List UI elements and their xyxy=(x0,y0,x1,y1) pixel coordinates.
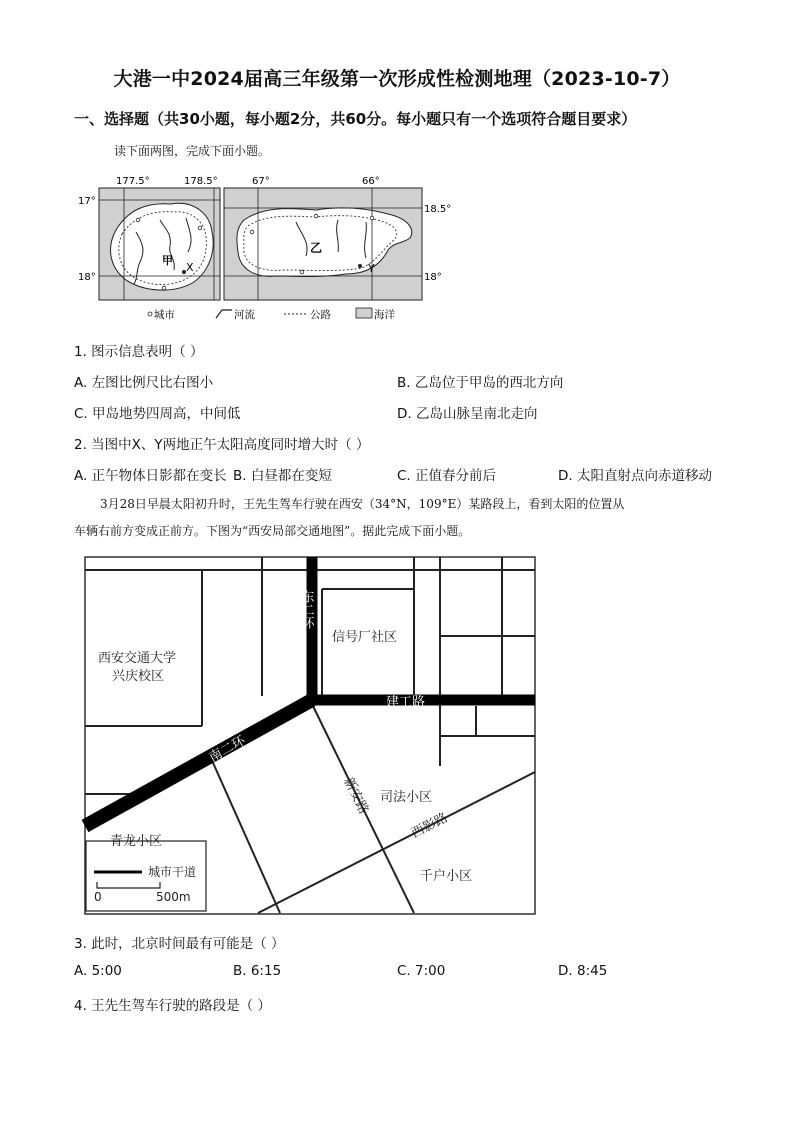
east-ring-char-1: 东二环 xyxy=(298,590,314,629)
xinan-road-label: 新安路 xyxy=(340,775,371,817)
legend-road-label: 公路 xyxy=(310,309,331,321)
jiangong-road-label: 建工路 xyxy=(386,695,426,710)
left-island-map xyxy=(78,176,220,300)
legend-arterial-label: 城市干道 xyxy=(148,865,197,879)
xinhao-community-label: 信号厂社区 xyxy=(332,630,398,645)
xjtu-label: 西安交通大学 xyxy=(98,651,177,666)
page-title: 大港一中2024届高三年级第一次形成性检测地理（2023-10-7） xyxy=(113,68,681,90)
south-ring-road-label: 南二环 xyxy=(206,733,249,766)
question-2-stem: 2. 当图中X、Y两地正午太阳高度同时增大时（ ） xyxy=(74,437,370,453)
question-4-stem: 4. 王先生驾车行驶的路段是（ ） xyxy=(74,998,271,1014)
section-heading: 一、选择题（共30小题，每小题2分，共60分。每小题只有一个选项符合题目要求） xyxy=(74,110,637,128)
question-2-option-c[interactable]: C. 正值春分前后 xyxy=(397,468,497,484)
right-lat-label-bottom: 18° xyxy=(424,272,442,283)
qinglong-community-label: 青龙小区 xyxy=(110,834,163,849)
question-3-option-c[interactable]: C. 7:00 xyxy=(397,963,446,979)
point-x-label: X xyxy=(186,261,194,274)
legend-river-label: 河流 xyxy=(234,309,255,321)
legend-ocean-label: 海洋 xyxy=(374,309,395,321)
question-1-option-c[interactable]: C. 甲岛地势四周高，中间低 xyxy=(74,406,241,422)
left-lat-label-bottom: 18° xyxy=(78,272,96,283)
left-lon-label-2: 178.5° xyxy=(184,176,218,187)
question-1-option-d[interactable]: D. 乙岛山脉呈南北走向 xyxy=(397,406,538,422)
question-2-option-d[interactable]: D. 太阳直射点向赤道移动 xyxy=(558,468,712,484)
xjtu-campus-label: 兴庆校区 xyxy=(112,669,165,684)
question-3-option-a[interactable]: A. 5:00 xyxy=(74,963,122,979)
question-2-option-a[interactable]: A. 正午物体日影都在变长 xyxy=(74,468,227,484)
left-lon-label-1: 177.5° xyxy=(116,176,150,187)
left-lat-label-top: 17° xyxy=(78,196,96,207)
xiying-road-label: 西影路 xyxy=(409,810,451,842)
question-1-stem: 1. 图示信息表明（ ） xyxy=(74,344,204,360)
question-3-option-d[interactable]: D. 8:45 xyxy=(558,963,608,979)
river-symbol xyxy=(216,310,232,318)
scale-length-label: 500m xyxy=(156,890,191,904)
island-map-legend xyxy=(148,308,395,321)
question-3-option-b[interactable]: B. 6:15 xyxy=(233,963,282,979)
intro-text-2-line-1: 3月28日早晨太阳初升时，王先生驾车行驶在西安（34°N，109°E）某路段上，看到太阳的位置从 xyxy=(100,497,625,511)
intro-text-2-line-2: 车辆右前方变成正前方。下图为“西安局部交通地图”。据此完成下面小题。 xyxy=(74,524,471,538)
city-symbol xyxy=(148,312,152,316)
question-1-option-a[interactable]: A. 左图比例尺比右图小 xyxy=(74,375,214,391)
island-yi-label: 乙 xyxy=(310,241,323,255)
xian-traffic-map xyxy=(84,556,536,915)
right-island-map xyxy=(224,176,451,300)
island-maps-figure xyxy=(76,170,452,326)
point-y-label: Y xyxy=(368,262,375,275)
right-lat-label-top: 18.5° xyxy=(424,204,452,215)
intro-text-1: 读下面两图，完成下面小题。 xyxy=(114,144,271,158)
question-2-option-b[interactable]: B. 白昼都在变短 xyxy=(233,468,332,484)
island-jia-label: 甲 xyxy=(162,254,173,267)
right-lon-label-2: 66° xyxy=(362,176,380,187)
sifa-community-label: 司法小区 xyxy=(380,790,433,805)
question-1-option-b[interactable]: B. 乙岛位于甲岛的西北方向 xyxy=(397,375,564,391)
road-labels-light xyxy=(299,590,315,629)
ocean-symbol xyxy=(356,308,372,318)
legend-city-label: 城市 xyxy=(154,309,175,321)
scale-zero-label: 0 xyxy=(94,890,102,904)
right-lon-label-1: 67° xyxy=(252,176,270,187)
qianhu-community-label: 千户小区 xyxy=(420,869,473,884)
question-3-stem: 3. 此时，北京时间最有可能是（ ） xyxy=(74,936,285,952)
